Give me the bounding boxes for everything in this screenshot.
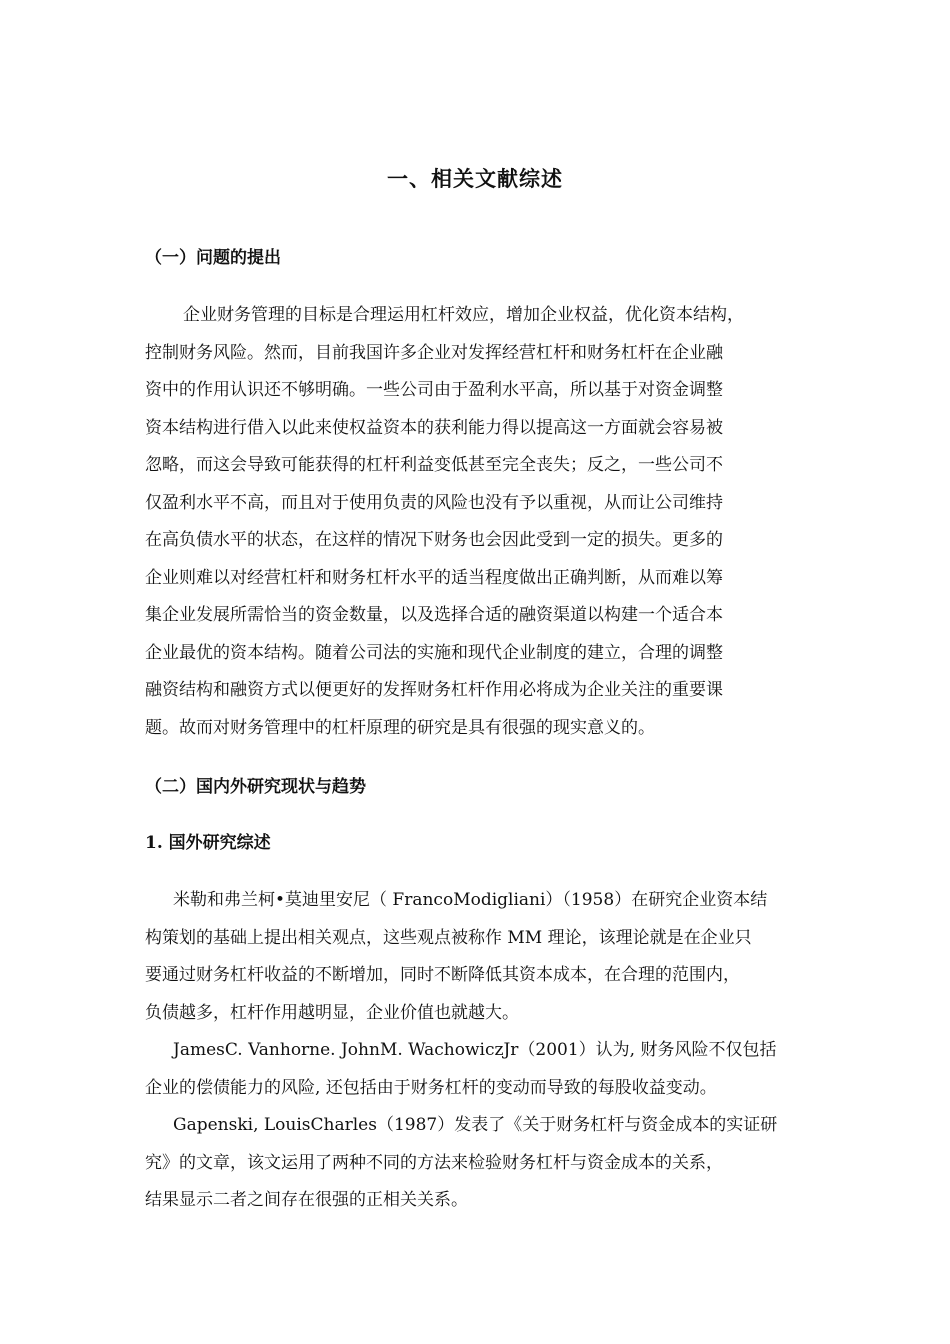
paragraph-mm-theory [145,882,825,1220]
text-line: 仅盈利水平不高，而且对于使用负责的风险也没有予以重视，从而让公司维持 [145,492,723,513]
section-heading-research-status: （二）国内外研究现状与趋势 [145,777,366,797]
text-line: 负债越多，杠杆作用越明显，企业价值也就越大。 [145,1002,519,1023]
subsection-heading-foreign: 1. 国外研究综述 [145,833,271,853]
text-line: 构策划的基础上提出相关观点，这些观点被称作 MM 理论，该理论就是在企业只 [145,927,752,948]
text-line: 资本结构进行借入以此来使权益资本的获利能力得以提高这一方面就会容易被 [145,417,723,438]
text-line: 控制财务风险。然而，目前我国许多企业对发挥经营杠杆和财务杠杆在企业融 [145,342,723,363]
page-title: 一、相关文献综述 [387,167,563,191]
text-line: 融资结构和融资方式以便更好的发挥财务杠杆作用必将成为企业关注的重要课 [145,680,723,700]
text-line: 题。故而对财务管理中的杠杆原理的研究是具有很强的现实意义的。 [145,717,655,738]
text-line: 企业则难以对经营杠杆和财务杠杆水平的适当程度做出正确判断，从而难以筹 [145,567,723,588]
paragraph-problem [145,297,825,747]
text-line: JamesC. Vanhorne. JohnM. WachowiczJr（2001）认为, 财务风险不仅包括 [173,1040,777,1060]
text-line: 米勒和弗兰柯•莫迪里安尼（ FrancoModigliani）（1958）在研究企业资本结 [173,890,768,910]
text-line: 在高负债水平的状态，在这样的情况下财务也会因此受到一定的损失。更多的 [145,530,723,550]
text-line: 企业最优的资本结构。随着公司法的实施和现代企业制度的建立，合理的调整 [145,642,723,663]
text-line: 企业的偿债能力的风险, 还包括由于财务杠杆的变动而导致的每股收益变动。 [145,1077,717,1098]
text-line: 忽略，而这会导致可能获得的杠杆利益变低甚至完全丧失；反之，一些公司不 [145,455,723,475]
text-line: 要通过财务杠杆收益的不断增加，同时不断降低其资本成本，在合理的范围内， [145,965,740,985]
section-heading-problem: （一）问题的提出 [145,248,281,268]
text-line: 资中的作用认识还不够明确。一些公司由于盈利水平高，所以基于对资金调整 [145,380,723,400]
text-line: 企业财务管理的目标是合理运用杠杆效应，增加企业权益，优化资本结构， [183,305,744,325]
text-line: 结果显示二者之间存在很强的正相关关系。 [145,1190,468,1210]
text-line: 集企业发展所需恰当的资金数量，以及选择合适的融资渠道以构建一个适合本 [145,605,723,625]
text-line: Gapenski, LouisCharles（1987）发表了《关于财务杠杆与资金成本的实证研 [173,1115,778,1135]
text-line: 究》的文章，该文运用了两种不同的方法来检验财务杠杆与资金成本的关系， [145,1152,723,1173]
